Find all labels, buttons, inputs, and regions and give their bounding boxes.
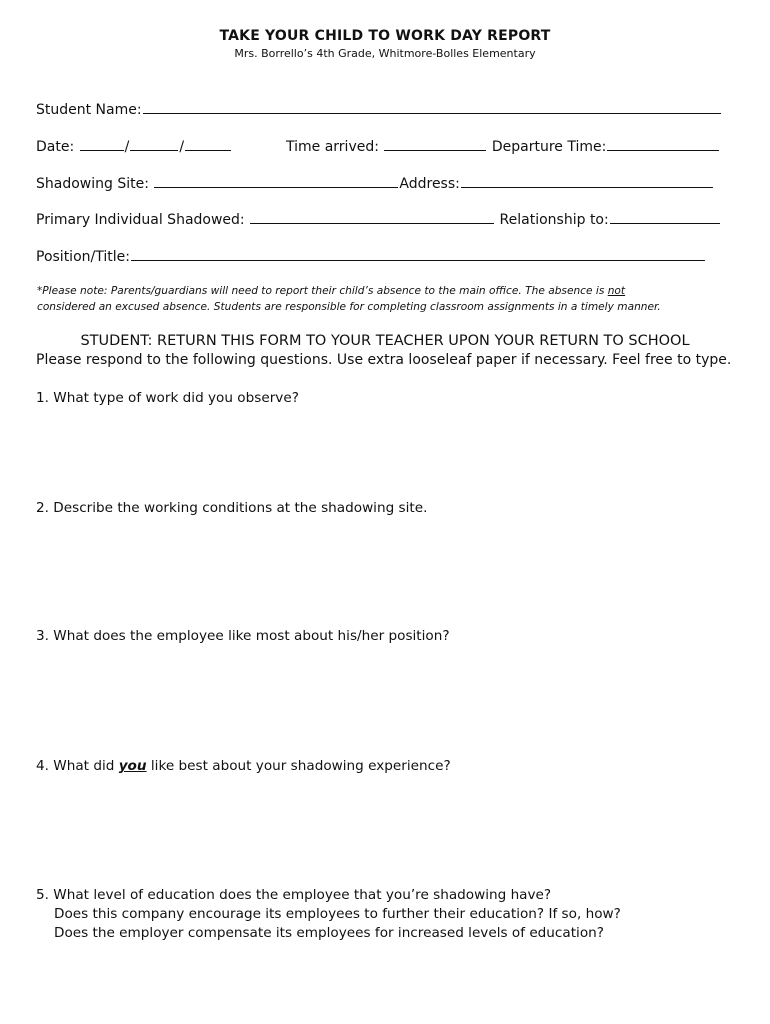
- date-label: Date:: [36, 139, 75, 155]
- question-2: 2. Describe the working conditions at the shadowing site.: [36, 500, 428, 516]
- question-4-text: 4. What did: [36, 758, 119, 774]
- student-name-field[interactable]: [143, 99, 721, 114]
- student-name-row: [36, 99, 722, 118]
- question-4: [36, 757, 451, 776]
- primary-individual-label: Primary Individual Shadowed:: [36, 212, 245, 228]
- time-row: [286, 136, 720, 155]
- position-title-label: Position/Title:: [36, 249, 130, 265]
- relationship-field[interactable]: [610, 209, 720, 224]
- return-instruction: STUDENT: RETURN THIS FORM TO YOUR TEACHER UPON YOUR RETURN TO SCHOOL: [80, 333, 690, 349]
- form-subtitle: Mrs. Borrello’s 4th Grade, Whitmore-Bolles Elementary: [234, 47, 536, 60]
- time-arrived-label: Time arrived:: [286, 139, 379, 155]
- student-name-label: Student Name:: [36, 102, 142, 118]
- date-separator: /: [124, 139, 130, 155]
- question-4-text-end: like best about your shadowing experience?: [146, 758, 451, 774]
- primary-individual-row: [36, 209, 721, 228]
- primary-individual-field[interactable]: [250, 209, 494, 224]
- date-month-field[interactable]: [80, 136, 124, 151]
- position-title-row: [36, 246, 706, 265]
- departure-time-label: Departure Time:: [491, 139, 607, 155]
- question-5-line-1: 5. What level of education does the employee that you’re shadowing have?: [36, 887, 552, 903]
- absence-note: [37, 283, 625, 299]
- question-5-line-2: Does this company encourage its employees to further their education? If so, how?: [54, 906, 621, 922]
- question-1: 1. What type of work did you observe?: [36, 390, 299, 406]
- date-separator: /: [179, 139, 185, 155]
- position-title-field[interactable]: [131, 246, 705, 261]
- date-day-field[interactable]: [130, 136, 178, 151]
- shadowing-site-row: [36, 173, 714, 192]
- form-title: TAKE YOUR CHILD TO WORK DAY REPORT: [219, 28, 551, 44]
- response-instruction: Please respond to the following questions. Use extra looseleaf paper if necessary. Feel free to type.: [36, 352, 732, 368]
- absence-note-line-2: [37, 299, 661, 315]
- date-year-field[interactable]: [185, 136, 231, 151]
- shadowing-site-label: Shadowing Site:: [36, 176, 149, 192]
- shadowing-site-field[interactable]: [154, 173, 398, 188]
- date-row: [36, 136, 232, 155]
- question-4-emphasis: you: [118, 758, 147, 774]
- question-3: 3. What does the employee like most about his/her position?: [36, 628, 450, 644]
- relationship-label: Relationship to:: [499, 212, 609, 228]
- address-field[interactable]: [461, 173, 713, 188]
- question-5: [36, 886, 621, 943]
- time-arrived-field[interactable]: [384, 136, 486, 151]
- note-emphasis: not: [607, 285, 626, 297]
- departure-time-field[interactable]: [607, 136, 719, 151]
- question-5-line-3: Does the employer compensate its employees for increased levels of education?: [54, 925, 604, 941]
- note-text: *Please note: Parents/guardians will need to report their child’s absence to the main office. The absence is: [37, 285, 608, 297]
- address-label: Address:: [399, 176, 460, 192]
- note-text: considered an excused absence. Students are responsible for completing classroom assignments in a timely manner.: [37, 301, 661, 313]
